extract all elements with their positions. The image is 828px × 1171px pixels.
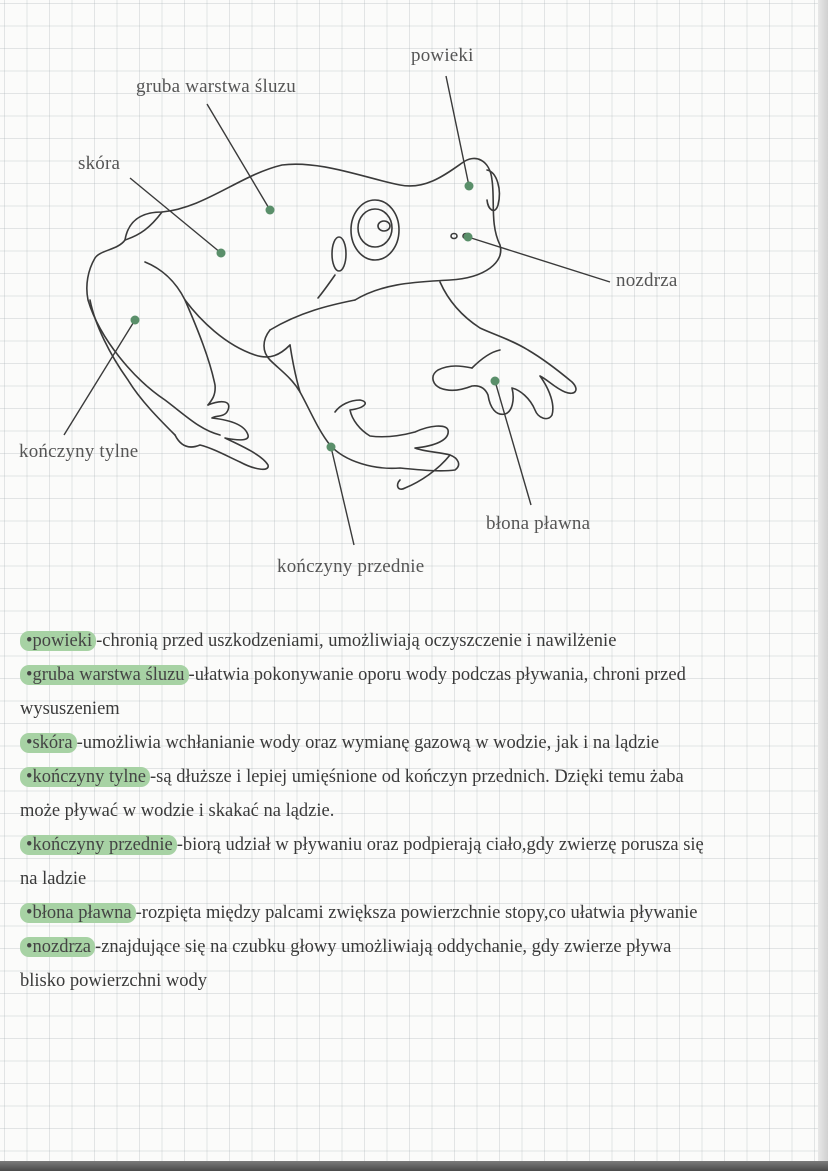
note-skora bbox=[20, 726, 810, 760]
note-text: -znajdujące się na czubku głowy umożliwiają oddychanie, gdy zwierze pływa bbox=[95, 937, 672, 957]
notes-list bbox=[20, 624, 810, 998]
note-konczyny-tylne bbox=[20, 760, 810, 828]
label-konczyny-tylne: kończyny tylne bbox=[19, 441, 139, 462]
note-powieki bbox=[20, 624, 810, 658]
label-blona-plawna: błona pławna bbox=[486, 513, 591, 534]
dot-blona bbox=[491, 377, 500, 386]
page-edge-right bbox=[818, 0, 828, 1161]
dot-nozdrza bbox=[464, 233, 473, 242]
note-cont: na ladzie bbox=[20, 869, 87, 889]
pointer-powieki bbox=[446, 76, 469, 186]
note-text: -biorą udział w pływaniu oraz podpierają ciało,gdy zwierzę porusza się bbox=[176, 835, 704, 855]
note-term: •gruba warstwa śluzu bbox=[20, 665, 189, 685]
note-text: -są dłuższe i lepiej umięśnione od kończyn przednich. Dzięki temu żaba bbox=[150, 767, 684, 787]
note-text: -ułatwia pokonywanie oporu wody podczas pływania, chroni przed bbox=[188, 665, 686, 685]
pointer-konczyny-przednie bbox=[331, 447, 354, 545]
label-skora: skóra bbox=[78, 153, 121, 174]
note-term: •kończyny przednie bbox=[20, 835, 177, 855]
label-powieki: powieki bbox=[411, 45, 474, 66]
note-cont: może pływać w wodzie i skakać na lądzie. bbox=[20, 801, 335, 821]
note-konczyny-przednie bbox=[20, 828, 810, 896]
dot-sluz bbox=[266, 206, 275, 215]
label-nozdrza: nozdrza bbox=[616, 270, 678, 291]
note-term: •nozdrza bbox=[20, 937, 95, 957]
dot-powieki bbox=[465, 182, 474, 191]
note-cont: wysuszeniem bbox=[20, 699, 120, 719]
note-term: •kończyny tylne bbox=[20, 767, 150, 787]
label-gruba-warstwa-sluzu: gruba warstwa śluzu bbox=[136, 76, 296, 97]
note-blona-plawna bbox=[20, 896, 810, 930]
dot-konczyny-tylne bbox=[131, 316, 140, 325]
pointer-nozdrza bbox=[468, 237, 610, 282]
dot-konczyny-przednie bbox=[327, 443, 336, 452]
note-term: •błona pławna bbox=[20, 903, 136, 923]
note-cont: blisko powierzchni wody bbox=[20, 971, 208, 991]
note-term: •powieki bbox=[20, 631, 96, 651]
frog-back-outline bbox=[125, 158, 501, 300]
note-text: -chronią przed uszkodzeniami, umożliwiają oczyszczenie i nawilżenie bbox=[96, 631, 617, 651]
note-text: -rozpięta między palcami zwiększa powierzchnie stopy,co ułatwia pływanie bbox=[135, 903, 698, 923]
pointer-konczyny-tylne bbox=[64, 320, 135, 435]
note-nozdrza bbox=[20, 930, 810, 998]
dot-skora bbox=[217, 249, 226, 258]
page-edge-bottom bbox=[0, 1161, 828, 1171]
note-sluz bbox=[20, 658, 810, 726]
note-text: -umożliwia wchłanianie wody oraz wymianę gazową w wodzie, jak i na lądzie bbox=[76, 733, 660, 753]
label-konczyny-przednie: kończyny przednie bbox=[277, 556, 425, 577]
note-term: •skóra bbox=[20, 733, 77, 753]
